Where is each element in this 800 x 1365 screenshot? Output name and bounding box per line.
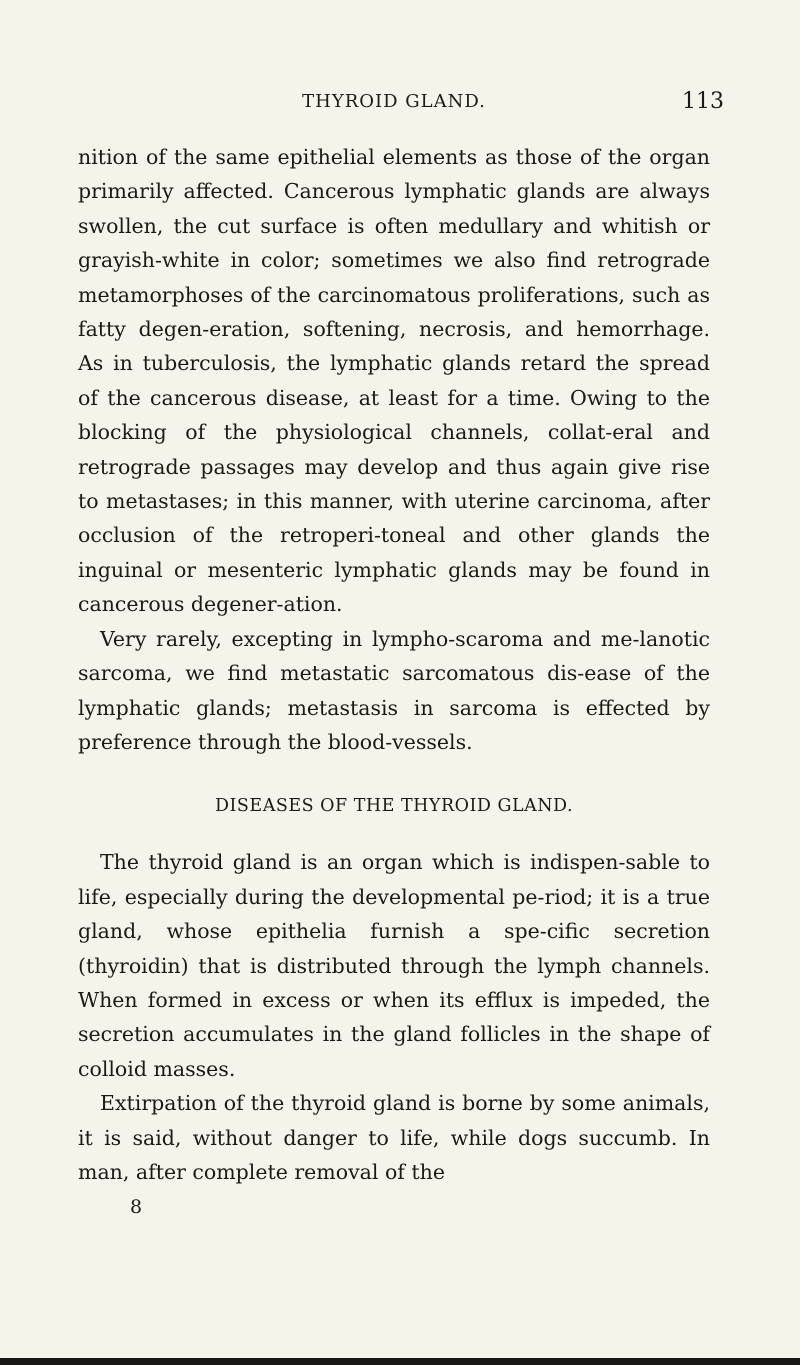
page-number: 113: [682, 89, 724, 114]
section-heading: DISEASES OF THE THYROID GLAND.: [214, 796, 574, 817]
signature-mark: 8: [130, 1196, 143, 1218]
running-title: THYROID GLAND.: [302, 91, 486, 112]
paragraph-sarcoma: Very rarely, excepting in lympho-scaroma and me-lanotic sarcoma, we find metastatic sarcomatous dis-ease of the lymphatic glands; metastasis in sarcoma is effected by preference through the blood-vessels.: [78, 626, 710, 754]
page-bottom-edge: [0, 1358, 800, 1365]
paragraph-continued: nition of the same epithelial elements as those of the organ primarily affected. Cancerous lymphatic glands are always swollen, the cut surface is often medullary and whitish or grayish-white in color; sometimes we also find retrograde metamorphoses of the carcinomatous proliferations, such as fatty degen-eration, softening, necrosis, and hemorrhage. As in tuberculosis, the lymphatic glands retard the spread of the cancerous disease, at least for a time. Owing to the blocking of the physiological channels, collat-eral and retrograde passages may develop and thus again give rise to metastases; in this manner, with uterine carcinoma, after occlusion of the retroperi-toneal and other glands the inguinal or mesenteric lymphatic glands may be found in cancerous degener-ation.: [78, 145, 710, 617]
paragraph-extirpation: Extirpation of the thyroid gland is borne by some animals, it is said, without danger to life, while dogs succumb. In man, after complete removal of the: [78, 1091, 710, 1184]
body-text: [78, 140, 710, 1189]
running-head: [78, 85, 724, 119]
paragraph-thyroid: The thyroid gland is an organ which is indispen-sable to life, especially during the developmental pe-riod; it is a true gland, whose epithelia furnish a spe-cific secretion (thyroidin) that is distributed through the lymph channels. When formed in excess or when its efflux is impeded, the secretion accumulates in the gland follicles in the shape of colloid masses.: [78, 850, 710, 1081]
